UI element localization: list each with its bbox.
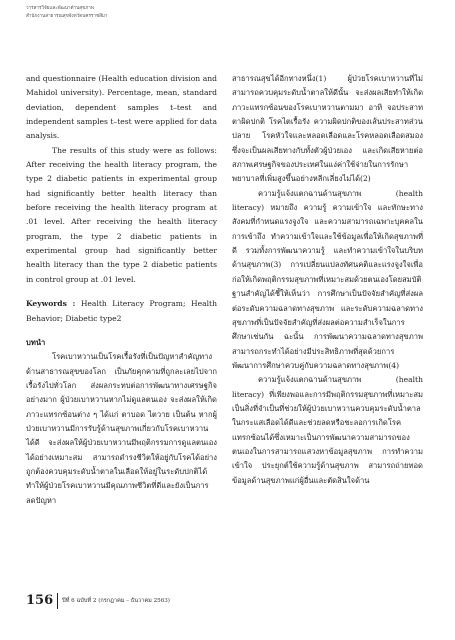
issue-info: ปีที่ 6 ฉบับที่ 2 (กรกฎาคม – ธันวาคม 2563) bbox=[62, 598, 170, 604]
right-column bbox=[232, 72, 423, 488]
keywords-label: Keywords : bbox=[26, 299, 76, 309]
keywords-text: Health Literacy Program; Health Behavior; Diabetic type2 bbox=[26, 299, 218, 323]
left-column bbox=[26, 72, 217, 508]
health-literacy-definition: ความรู้แจ้งแตกฉานด้านสุขภาพ (health literacy) หมายถึง ความรู้ ความเข้าใจ และทักษะทางสังคมที่กำหนดแรงจูงใจ และความสามารถเฉพาะบุคคลใน การเข้าถึง ทำความเข้าใจและใช้ข้อมูลเพื่อให้เกิดสุขภาพที่ดี รวมทั้งการพัฒนาความรู้ และทำความเข้าใจในบริบทด้านสุขภาพ(3) การเปลี่ยนแปลงทัศนคติและแรงจูงใจเพื่อก่อให้เกิดพฤติกรรมสุขภาพที่เหมาะสมด้วยตนเองโดยสมบัติฐานสำคัญได้ชี้ให้เห็นว่า การศึกษาเป็นปัจจัยสำคัญที่ส่งผลต่อระดับความฉลาดทางสุขภาพ และระดับความฉลาดทางสุขภาพที่เป็นปัจจัยสำคัญที่ส่งผลต่อความสำเร็จในการศึกษาเช่นกัน ฉะนั้น การพัฒนาความฉลาดทางสุขภาพสามารถกระทำได้อย่างมีประสิทธิภาพที่สุดด้วยการพัฒนาการศึกษาควบคู่กับความฉลาดทางสุขภาพ(4) bbox=[232, 188, 423, 370]
page-number: 156 bbox=[26, 593, 58, 609]
page-footer bbox=[26, 592, 170, 610]
journal-title: วารสารวิจัยและพัฒนาด้านสุขภาพ bbox=[26, 6, 94, 11]
section-title-introduction: บทนำ bbox=[26, 337, 46, 347]
health-literacy-importance: ความรู้แจ้งแตกฉานด้านสุขภาพ (health literacy) ที่เพียงพอและการมีพฤติกรรมสุขภาพที่เหมาะสมเป็นสิ่งที่จำเป็นที่ช่วยให้ผู้ป่วยเบาหวานควบคุมระดับน้ำตาลในกระแสเลือดได้ดีและช่วยลดหรือชะลอการเกิดโรคแทรกซ้อนได้ซึ่งเหมาะเป็นการพัฒนาความสามารถของตนเองในการสามารถแสวงหาข้อมูลสุขภาพ การทำความเข้าใจ ประยุกต์ใช้ความรู้ด้านสุขภาพ สามารถถ่ายทอดข้อมูลด้านสุขภาพแก่ผู้อื่นและตัดสินใจด้าน bbox=[232, 375, 423, 485]
introduction-paragraph: โรคเบาหวานเป็นโรคเรื้อรังที่เป็นปัญหาสำคัญทางด้านสาธารณสุขของโลก เป็นภัยคุกคามที่ถูกละเลยไปจากเรื้อรังไปทั่วโลก ส่งผลกระทบต่อการพัฒนาทางเศรษฐกิจอย่างมาก ผู้ป่วยเบาหวานหากไม่ดูแลตนเอง จะส่งผลให้เกิดภาวะแทรกซ้อนต่าง ๆ ได้แก่ ตาบอด ไตวาย เป็นต้น หากผู้ป่วยเบาหวานมีการรับรู้ด้านสุขภาพเกี่ยวกับโรคเบาหวานได้ดี จะส่งผลให้ผู้ป่วยเบาหวานมีพฤติกรรมการดูแลตนเองได้อย่างเหมาะสม สามารถดำรงชีวิตให้อยู่กับโรคได้อย่างถูกต้องควบคุมระดับน้ำตาลในเลือดให้อยู่ในระดับปกติได้ ทำให้ผู้ป่วยโรคเบาหวานมีคุณภาพชีวิตที่ดีและยังเป็นการลดปัญหา bbox=[26, 352, 217, 505]
abstract-results-text: The results of this study were as follows: After receiving the health literacy program, the type 2 diabetic patients in experimental group had significantly better health literacy than before receiving the health literacy program at .01 level. After receiving the health literacy program, the type 2 diabetic patients in experimental group had significantly better health literacy than the type 2 diabetic patients in control group at .01 level. bbox=[26, 145, 217, 284]
introduction-continued: สาธารณสุขได้อีกทางหนึ่ง(1) ผู้ป่วยโรคเบาหวานที่ไม่สามารถควบคุมระดับน้ำตาลให้ดีนั้น จะส่งผลเสียทำให้เกิดภาวะแทรกซ้อนของโรคเบาหวานตามมา อาทิ จอประสาทตาผิดปกติ โรคไตเรื้อรัง ความผิดปกติของเส้นประสาทส่วนปลาย โรคหัวใจและหลอดเลือดและโรคหลอดเลือดสมอง ซึ่งจะเป็นผลเสียทางกับทั้งตัวผู้ป่วยเอง และเกิดเสียหายต่อสภาพเศรษฐกิจของประเทศในแง่ค่าใช้จ่ายในการรักษาพยาบาลที่เพิ่มสูงขึ้นอย่างหลีกเลี่ยงไม่ได้(2) bbox=[232, 74, 423, 184]
journal-publisher: สำนักงานสาธารณสุขจังหวัดนครราชสีมา bbox=[26, 14, 108, 19]
keywords bbox=[26, 297, 217, 326]
journal-header bbox=[26, 5, 226, 21]
abstract-methods-text: and questionnaire (Health education division and Mahidol university). Percentage, mean, standard deviation, dependent samples t–test and independent samples t–test were applied for data analysis. bbox=[26, 74, 217, 141]
